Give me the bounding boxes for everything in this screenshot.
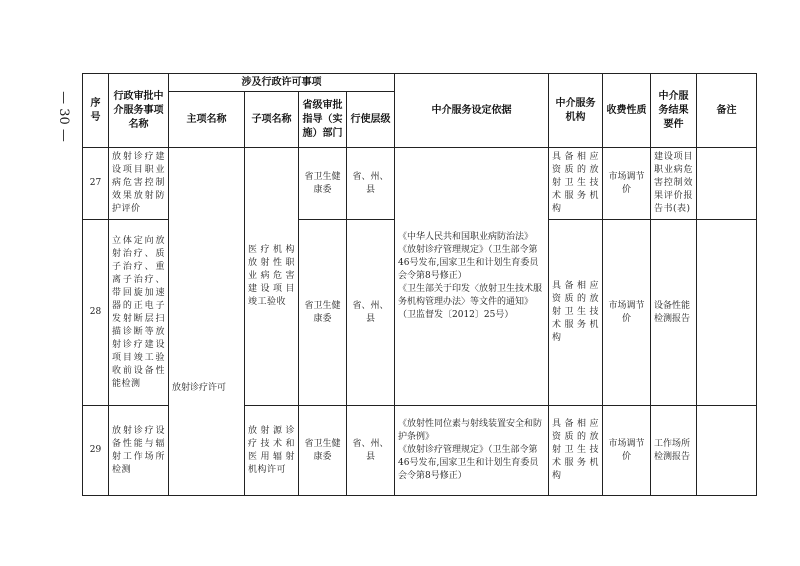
header-main-name: 主项名称 — [169, 92, 245, 148]
header-provincial-guide: 省级审批指导（实施）部门 — [299, 92, 347, 148]
row-remark — [697, 406, 757, 496]
row-seq: 28 — [83, 220, 109, 406]
header-remark: 备注 — [697, 74, 757, 148]
row-dept: 省卫生健康委 — [299, 406, 347, 496]
row-fee: 市场调节价 — [603, 148, 651, 220]
row-level: 省、州、县 — [347, 148, 395, 220]
row-fee: 市场调节价 — [603, 406, 651, 496]
header-exercise-level: 行使层级 — [347, 92, 395, 148]
row-agency: 具备相应资质的放射卫生技术服务机构 — [549, 406, 603, 496]
row-basis: 《放射性同位素与射线装置安全和防护条例》 《放射诊疗管理规定》（卫生部令第46号发布,国家卫生和计划生育委员会令第8号修正） — [395, 406, 549, 496]
row-seq: 29 — [83, 406, 109, 496]
header-basis: 中介服务设定依据 — [395, 74, 549, 148]
row-agency: 具备相应资质的放射卫生技术服务机构 — [549, 148, 603, 220]
row-level: 省、州、县 — [347, 220, 395, 406]
row-fee: 市场调节价 — [603, 220, 651, 406]
row-dept: 省卫生健康委 — [299, 220, 347, 406]
row-basis: 《中华人民共和国职业病防治法》 《放射诊疗管理规定》（卫生部令第46号发布,国家卫生和计划生育委员会令第8号修正） 《卫生部关于印发〈放射卫生技术服务机构管理办法〉等文件的通知》（卫监督发〔2012〕25号） — [395, 148, 549, 406]
row-agency: 具备相应资质的放射卫生技术服务机构 — [549, 220, 603, 406]
row-sub-name: 医疗机构放射性职业病危害建设项目竣工验收 — [245, 148, 299, 406]
row-dept: 省卫生健康委 — [299, 148, 347, 220]
header-item-name: 行政审批中介服务事项名称 — [109, 74, 169, 148]
header-license-group: 涉及行政许可事项 — [169, 74, 395, 92]
intermediary-services-table — [82, 73, 757, 496]
row-result: 建设项目职业病危害控制效果评价报告书(表) — [651, 148, 697, 220]
main-name-merged-cell — [169, 148, 245, 496]
header-agency: 中介服务机构 — [549, 74, 603, 148]
row-seq: 27 — [83, 148, 109, 220]
row-item-name: 立体定向放射治疗、质子治疗、重离子治疗、带回旋加速器的正电子发射断层扫描诊断等放射诊疗建设项目竣工验收前设备性能检测 — [109, 220, 169, 406]
row-item-name: 放射诊疗建设项目职业病危害控制效果放射防护评价 — [109, 148, 169, 220]
table-row — [83, 148, 757, 220]
header-fee-nature: 收费性质 — [603, 74, 651, 148]
header-result: 中介服务结果要件 — [651, 74, 697, 148]
row-level: 省、州、县 — [347, 406, 395, 496]
row-sub-name: 放射源诊疗技术和医用辐射机构许可 — [245, 406, 299, 496]
row-result: 工作场所检测报告 — [651, 406, 697, 496]
row-result: 设备性能检测报告 — [651, 220, 697, 406]
header-seq: 序号 — [83, 74, 109, 148]
header-sub-name: 子项名称 — [245, 92, 299, 148]
row-main-name: 放射诊疗许可 — [172, 383, 227, 393]
row-item-name: 放射诊疗设备性能与辐射工作场所检测 — [109, 406, 169, 496]
page-number: — 30 — — [55, 90, 71, 142]
row-remark — [697, 148, 757, 220]
row-remark — [697, 220, 757, 406]
